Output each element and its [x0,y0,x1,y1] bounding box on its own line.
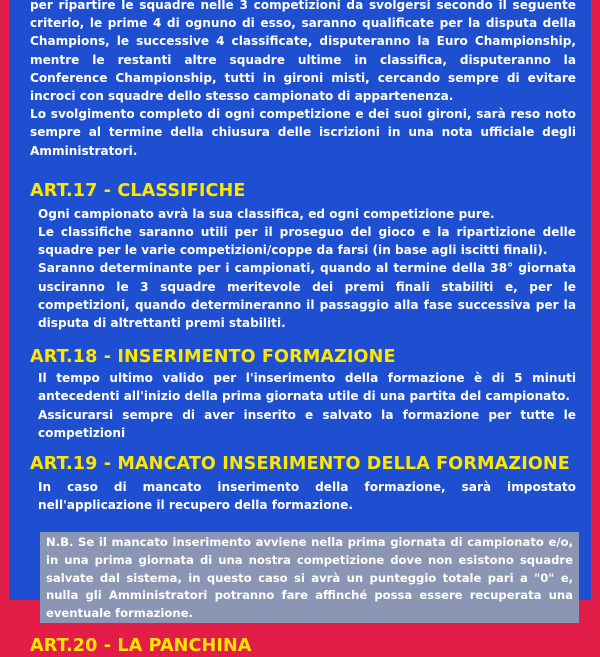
intro-section [30,0,576,160]
article-paragraph: Saranno determinante per i campionati, quando al termine della 38° giornata usciranno le 3 squadre meritevole dei premi finali stabiliti e, per le competizioni, quando determineranno il passaggio alla fase successiva per la disputa di altrettanti premi stabiliti. [38,261,576,331]
document-content [30,0,576,657]
article-paragraph: Assicurarsi sempre di aver inserito e salvato la formazione per tutte le competizioni [38,407,576,440]
article-title: ART.18 - INSERIMENTO FORMAZIONE [30,347,396,368]
article-19 [30,453,576,623]
article-paragraph: In caso di mancato inserimento della formazione, sarà impostato nell'applicazione il recupero della formazione. [38,480,576,513]
article-18 [30,346,576,442]
article-paragraph: Ogni campionato avrà la sua classifica, ed ogni competizione pure. [38,206,495,221]
article-20 [30,635,576,657]
article-title: ART.17 - CLASSIFICHE [30,180,246,201]
page-frame [9,0,591,657]
article-title: ART.19 - MANCATO INSERIMENTO DELLA FORMAZIONE [30,454,570,475]
article-17 [30,180,576,332]
intro-paragraph: Lo svolgimento completo di ogni competizione e dei suoi gironi, sarà reso noto sempre al termine della chiusura delle iscrizioni in una nota ufficiale degli Amministratori. [30,107,576,158]
intro-paragraph: per ripartire le squadre nelle 3 competizioni da svolgersi secondo il seguente criterio, le prime 4 di ognuno di esso, saranno qualificate per la disputa della Champions, le successive 4 classificate, disputeranno la Euro Championship, mentre le restanti altre squadre ultime in classifica, disputeranno la Conference Championship, tutti in gironi misti, cercando sempre di evitare incroci con squadre dello stesso campionato di appartenenza. [30,0,576,104]
article-paragraph: Il tempo ultimo valido per l'inserimento della formazione è di 5 minuti antecedenti all'inizio della prima giornata utile di una partita del campionato. [38,371,576,404]
article-paragraph: Le classifiche saranno utili per il proseguo del gioco e la ripartizione delle squadre per le varie competizioni/coppe da farsi (in base agli iscitti finali). [38,225,576,258]
article-title: ART.20 - LA PANCHINA [30,636,252,657]
note-box: N.B. Se il mancato inserimento avviene nella prima giornata di campionato e/o, in una prima giornata di una nostra competizione dove non esistono squadre salvate dal sistema, in questo caso si avrà un punteggio totale pari a "0" e, nulla gli Amministratori potranno fare affinché possa essere recuperata una eventuale formazione. [40,532,579,623]
